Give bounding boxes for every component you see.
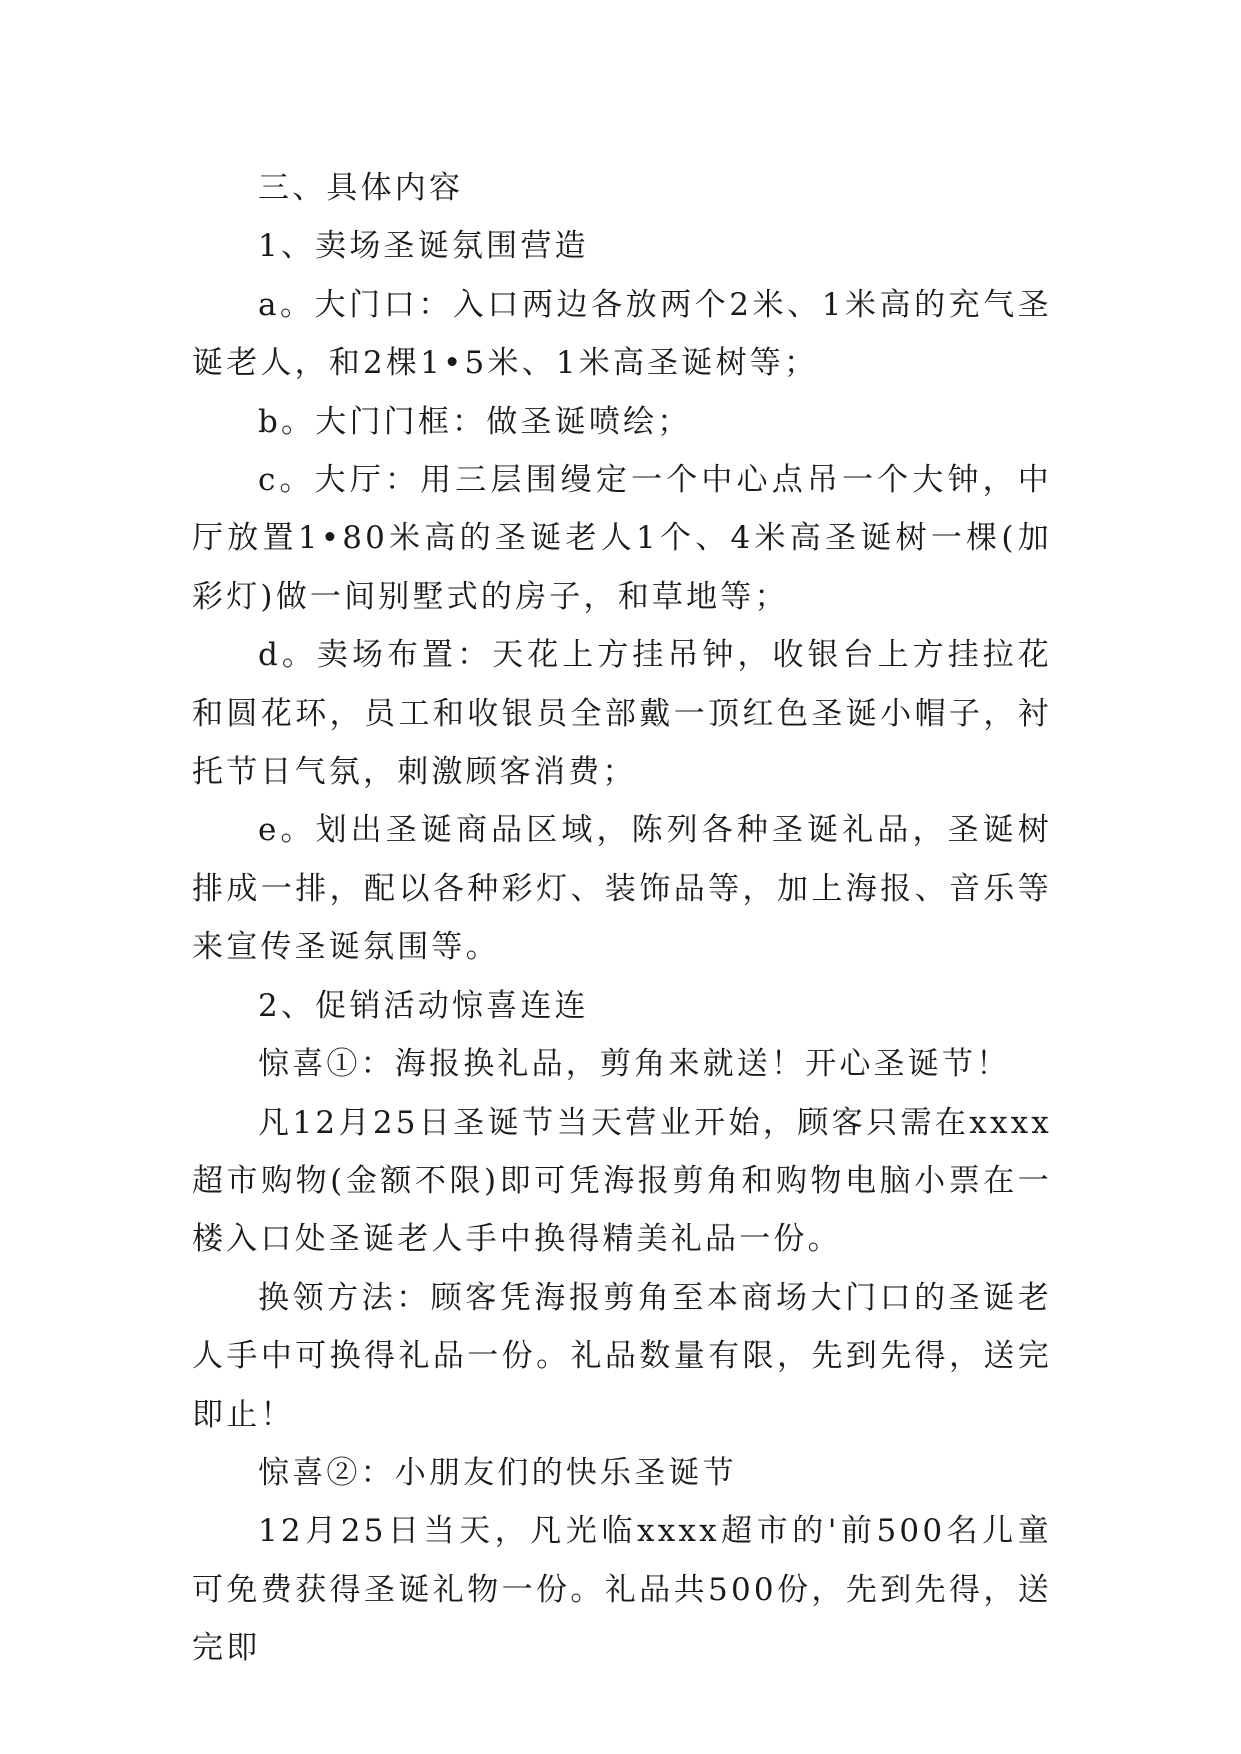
surprise-one-heading: 惊喜①：海报换礼品，剪角来就送！开心圣诞节！ [258, 1046, 1011, 1083]
paragraph-item-a: a。大门口：入口两边各放两个2米、1米高的充气圣诞老人，和2棵1•5米、1米高圣诞树等； [192, 286, 1052, 382]
redemption-method: 换领方法：顾客凭海报剪角至本商场大门口的圣诞老人手中可换得礼品一份。礼品数量有限，先到先得，送完即止！ [192, 1279, 1052, 1433]
subsection-heading-atmosphere: 1、卖场圣诞氛围营造 [258, 228, 589, 265]
surprise-two-heading: 惊喜②：小朋友们的快乐圣诞节 [258, 1454, 737, 1491]
surprise-two-detail: 12月25日当天，凡光临xxxx超市的'前500名儿童可免费获得圣诞礼物一份。礼品共500份，先到先得，送完即 [192, 1513, 1052, 1667]
paragraph-item-e: e。划出圣诞商品区域，陈列各种圣诞礼品，圣诞树排成一排，配以各种彩灯、装饰品等，加上海报、音乐等来宣传圣诞氛围等。 [192, 812, 1052, 966]
surprise-one-detail: 凡12月25日圣诞节当天营业开始，顾客只需在xxxx超市购物(金额不限)即可凭海报剪角和购物电脑小票在一楼入口处圣诞老人手中换得精美礼品一份。 [192, 1104, 1052, 1258]
document-body [192, 159, 1052, 1678]
paragraph-item-c: c。大厅：用三层围缦定一个中心点吊一个大钟，中厅放置1•80米高的圣诞老人1个、4米高圣诞树一棵(加彩灯)做一间别墅式的房子，和草地等； [192, 462, 1052, 615]
paragraph-item-b: b。大门门框：做圣诞喷绘； [258, 403, 692, 440]
paragraph-item-d: d。卖场布置：天花上方挂吊钟，收银台上方挂拉花和圆花环，员工和收银员全部戴一顶红色圣诞小帽子，衬托节日气氛，刺激顾客消费； [192, 637, 1052, 791]
subsection-heading-promotion: 2、促销活动惊喜连连 [258, 987, 589, 1024]
section-heading-specific-content: 三、具体内容 [258, 170, 464, 206]
